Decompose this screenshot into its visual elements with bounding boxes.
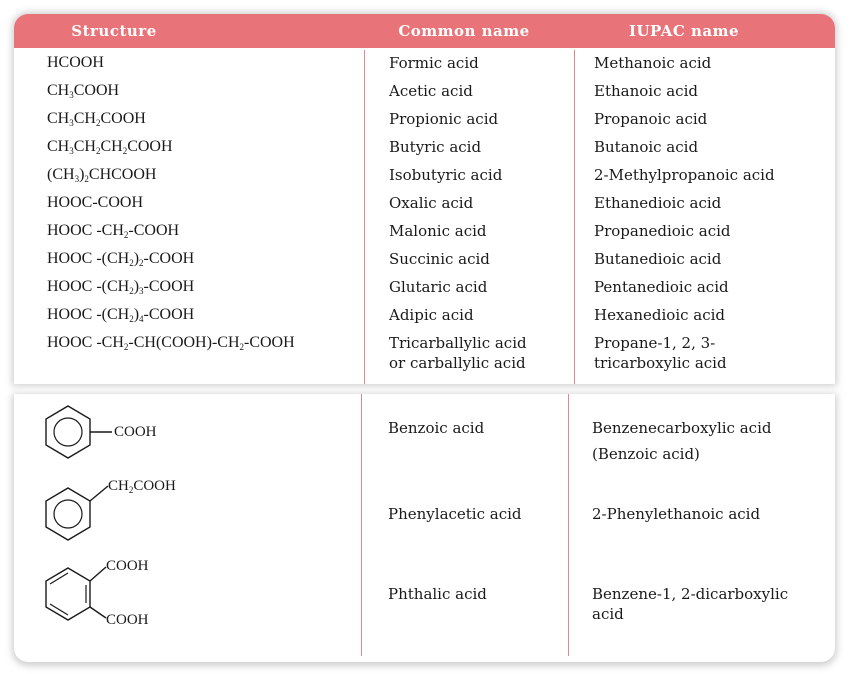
phthalic-acid-structure [34, 558, 234, 628]
table-row [14, 218, 835, 246]
structure-formula: HOOC $-(CH_2)_4$-COOH [47, 306, 195, 324]
table-row [14, 302, 835, 330]
common-name: Malonic acid [389, 222, 487, 240]
iupac-name: acid [592, 605, 624, 623]
iupac-name: Butanoic acid [594, 138, 699, 156]
table-row [14, 474, 835, 554]
common-name: Formic acid [389, 54, 479, 72]
common-name: Adipic acid [389, 306, 474, 324]
common-name: Isobutyric acid [389, 166, 503, 184]
structure-formula: HOOC $-CH_2$-COOH [47, 222, 180, 240]
iupac-name: Pentanedioic acid [594, 278, 729, 296]
common-name: Phthalic acid [388, 585, 487, 603]
common-name: Acetic acid [389, 82, 473, 100]
structure-formula: $CH_3CH_2CH_2COOH$ [47, 138, 173, 156]
table-row [14, 134, 835, 162]
common-name: Oxalic acid [389, 194, 474, 212]
common-name: Butyric acid [389, 138, 482, 156]
structure-formula: $CH_3CH_2COOH$ [47, 110, 146, 128]
iupac-name: Ethanedioic acid [594, 194, 722, 212]
structure-formula: $CH_3COOH$ [47, 82, 120, 100]
structure-formula: HOOC $-(CH_2)_2$-COOH [47, 250, 195, 268]
table-row [14, 554, 835, 654]
iupac-name: Butanedioic acid [594, 250, 722, 268]
benzoic-acid-structure [34, 402, 214, 462]
iupac-name: Ethanoic acid [594, 82, 698, 100]
iupac-name: 2-Phenylethanoic acid [592, 505, 761, 523]
table-row [14, 330, 835, 374]
table-row [14, 78, 835, 106]
iupac-name: Benzenecarboxylic acid [592, 419, 772, 437]
common-name: Benzoic acid [388, 419, 485, 437]
table-row [14, 394, 835, 474]
structure-formula: HOOC $-CH_2-CH(COOH)-CH_2$-COOH [47, 334, 295, 352]
iupac-name: Propanedioic acid [594, 222, 731, 240]
structure-substituent: COOH [106, 558, 149, 574]
common-name: Propionic acid [389, 110, 499, 128]
iupac-name: Propanoic acid [594, 110, 708, 128]
table-row [14, 274, 835, 302]
structure-formula: HCOOH [47, 54, 104, 71]
table-row [14, 106, 835, 134]
structure-formula: $(CH_3)_2CHCOOH$ [47, 166, 157, 184]
iupac-name: Benzene-1, 2-dicarboxylic [592, 585, 789, 603]
structure-substituent: COOH [106, 612, 149, 628]
table-row [14, 50, 835, 78]
iupac-name: Propane-1, 2, 3- tricarboxylic acid [594, 334, 727, 372]
table-row [14, 162, 835, 190]
phenylacetic-acid-structure [34, 474, 234, 546]
common-name: Tricarballylic acid or carballylic acid [389, 334, 527, 372]
table-row [14, 190, 835, 218]
iupac-name: Methanoic acid [594, 54, 712, 72]
structure-formula: HOOC-COOH [47, 194, 143, 211]
common-name: Succinic acid [389, 250, 490, 268]
common-name: Glutaric acid [389, 278, 488, 296]
structure-substituent: $CH_2COOH$ [108, 478, 176, 495]
header-common-name: Common name [398, 22, 530, 40]
iupac-name: 2-Methylpropanoic acid [594, 166, 775, 184]
aliphatic-acids-table [14, 14, 835, 384]
table-body [14, 50, 835, 374]
header-iupac-name: IUPAC name [628, 22, 740, 40]
iupac-name: Hexanedioic acid [594, 306, 726, 324]
table-row [14, 246, 835, 274]
structure-formula: HOOC $-(CH_2)_3$-COOH [47, 278, 195, 296]
iupac-name: (Benzoic acid) [592, 445, 700, 463]
header-structure: Structure [71, 22, 157, 40]
table-header [14, 14, 835, 48]
aromatic-acids-table [14, 394, 835, 662]
structure-substituent: COOH [114, 424, 157, 440]
common-name: Phenylacetic acid [388, 505, 522, 523]
